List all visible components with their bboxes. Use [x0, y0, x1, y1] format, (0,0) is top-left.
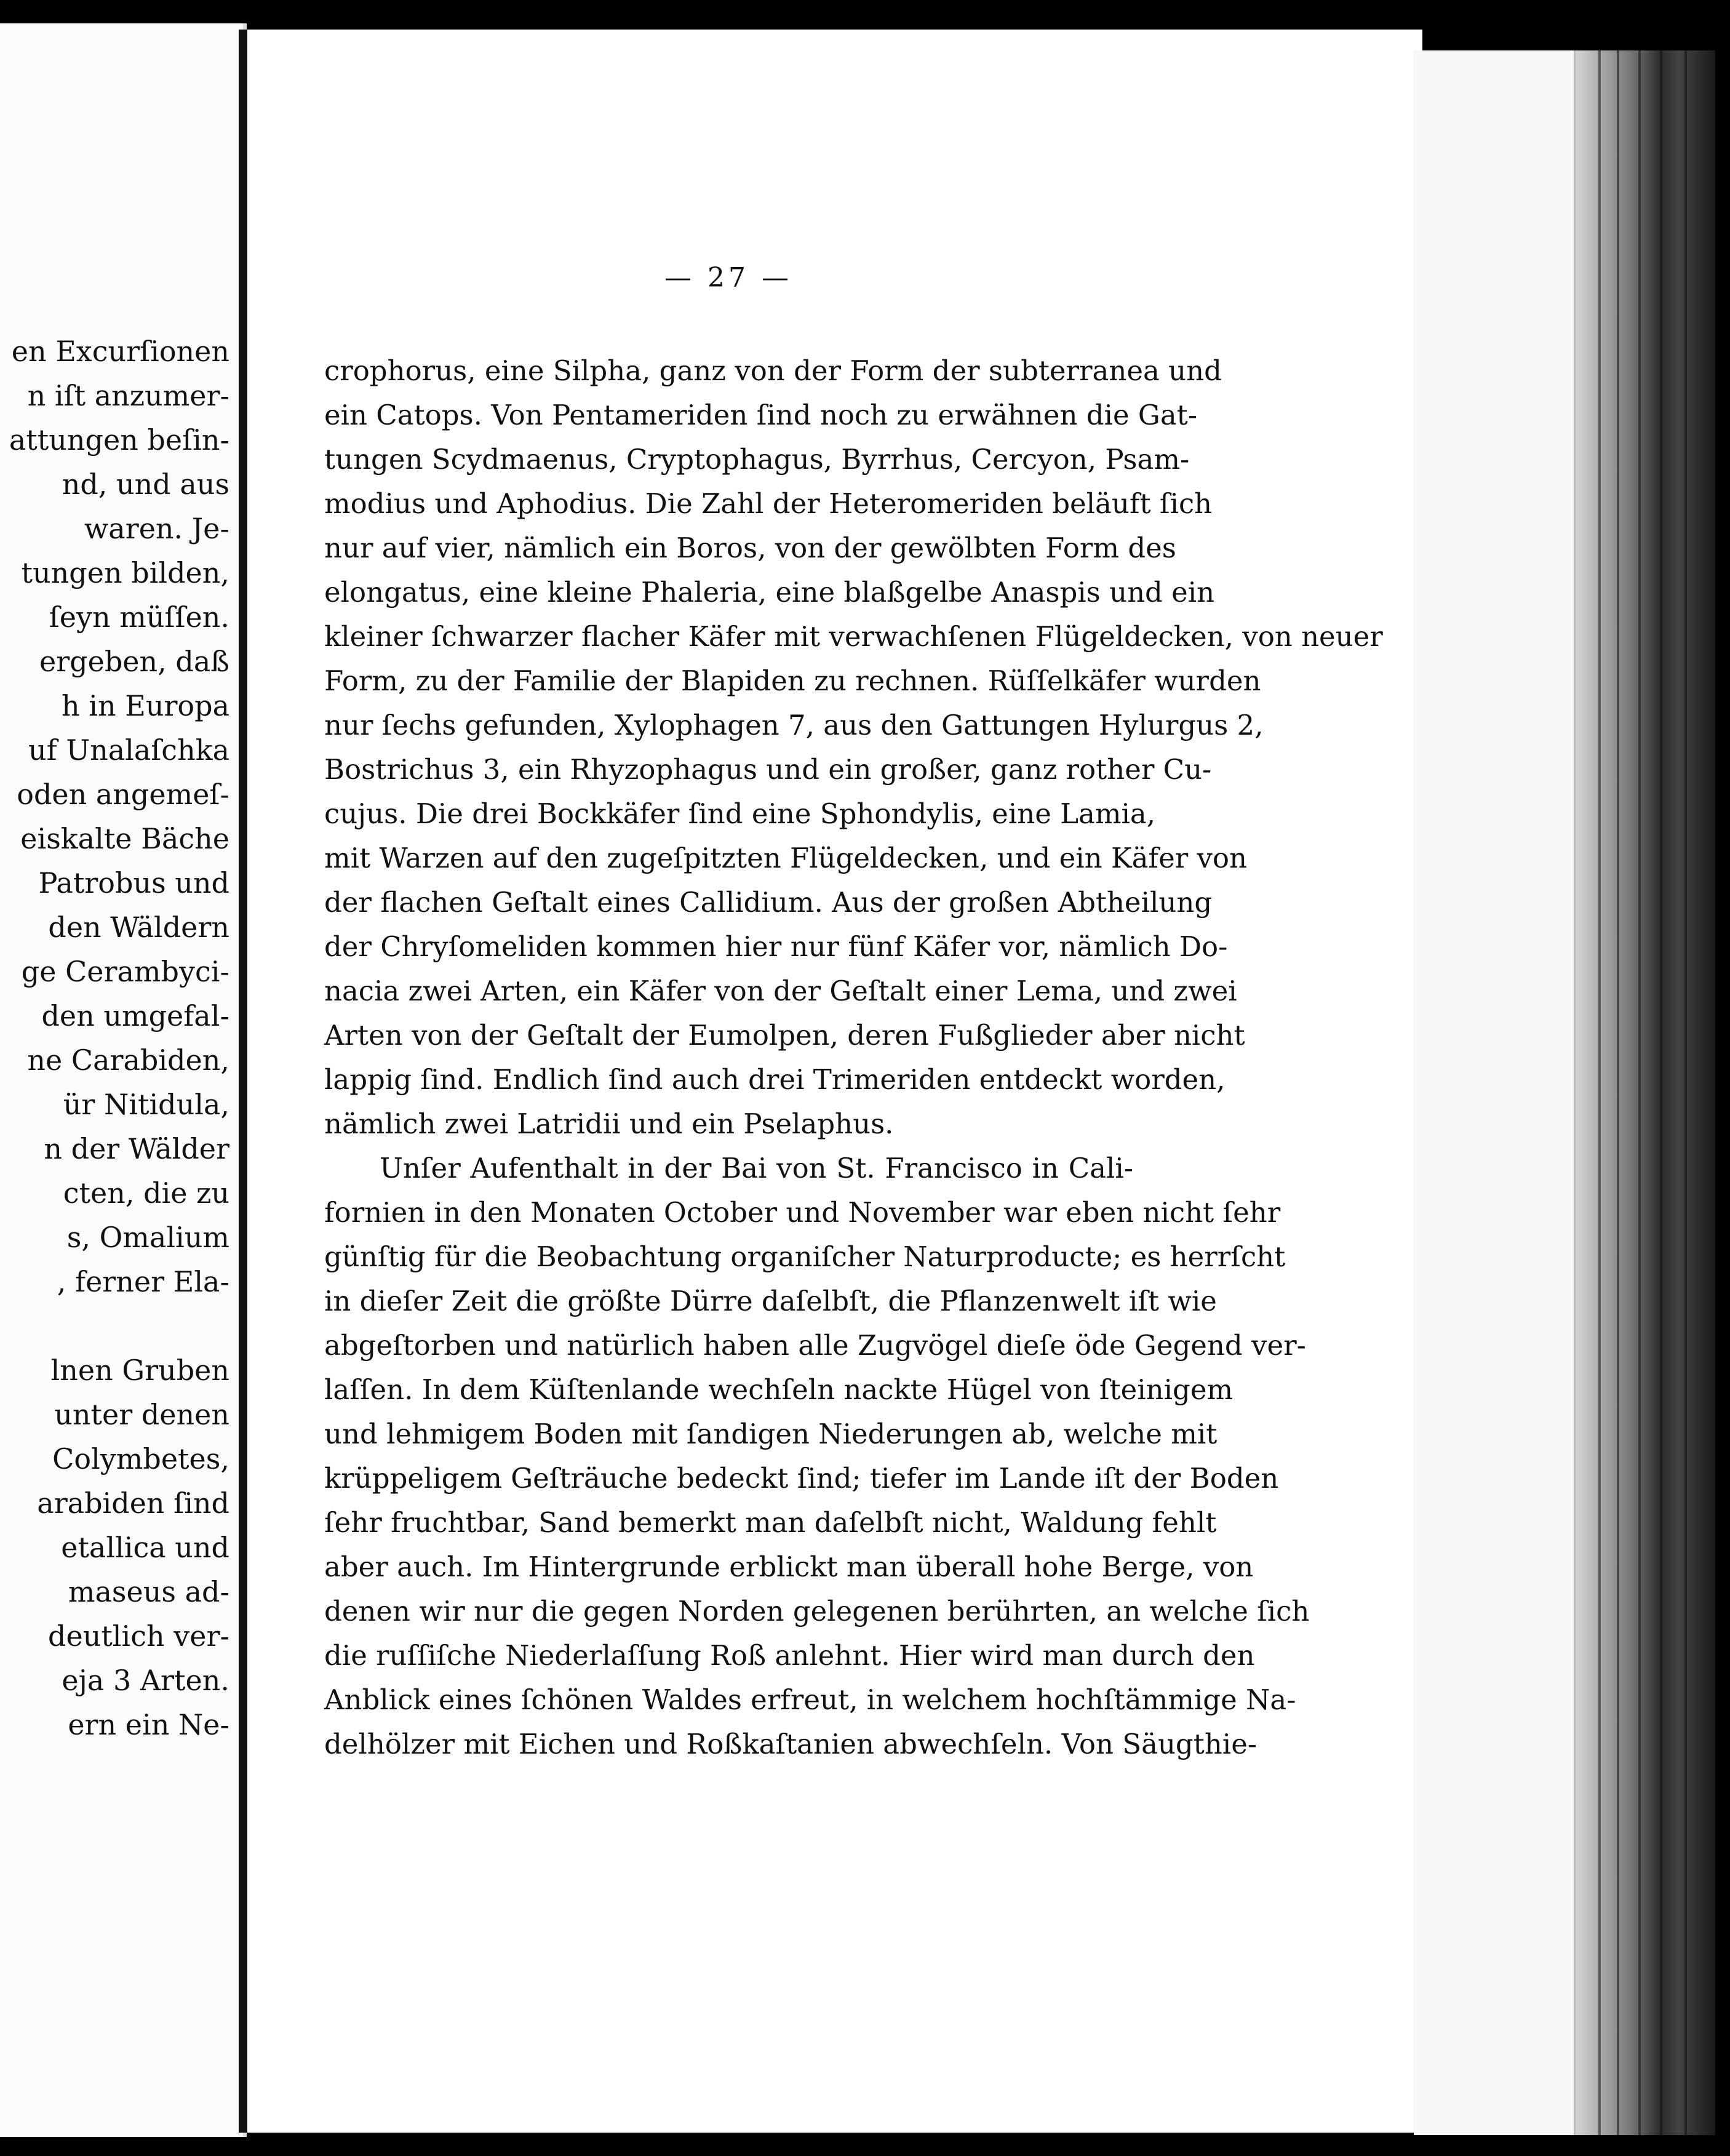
page-margin-edge	[1414, 50, 1576, 2135]
text-line: mit Warzen auf den zugeſpitzten Flügeldecken, und ein Käfer von	[324, 842, 1248, 874]
book-fore-edge	[1414, 50, 1715, 2135]
text-line: der Chryſomeliden kommen hier nur fünf Käfer vor, nämlich Do-	[324, 930, 1228, 963]
text-line: in dieſer Zeit die größte Dürre daſelbſt, die Pflanzenwelt iſt wie	[324, 1285, 1217, 1317]
left-line: den Wäldern	[48, 911, 229, 944]
left-line: etallica und	[61, 1531, 229, 1564]
text-line: tungen Scydmaenus, Cryptophagus, Byrrhus, Cercyon, Psam-	[324, 443, 1190, 476]
edge-shadow	[1598, 50, 1601, 2135]
left-line: ür Nitidula,	[63, 1088, 229, 1121]
left-line: den umgefal-	[41, 999, 229, 1032]
left-line: deutlich ver-	[48, 1619, 229, 1653]
left-line: n iſt anzumer-	[27, 379, 229, 412]
text-line: günſtig für die Beobachtung organiſcher Naturproducte; es herrſcht	[324, 1240, 1286, 1273]
text-line: Anblick eines ſchönen Waldes erfreut, in welchem hochſtämmige Na-	[324, 1683, 1296, 1716]
text-line: elongatus, eine kleine Phaleria, eine blaßgelbe Anaspis und ein	[324, 576, 1215, 609]
book-page	[239, 30, 1422, 2133]
left-line: unter denen	[54, 1398, 229, 1431]
edge-shadow	[1638, 50, 1641, 2135]
left-line: ergeben, daß	[39, 645, 229, 678]
text-line: delhölzer mit Eichen und Roßkaſtanien abwechſeln. Von Säugthie-	[324, 1728, 1258, 1760]
edge-shadow	[1617, 50, 1619, 2135]
text-line: nämlich zwei Latridii und ein Pselaphus.	[324, 1108, 894, 1140]
text-line: ſehr fruchtbar, Sand bemerkt man daſelbſt nicht, Waldung fehlt	[324, 1506, 1217, 1539]
text-line: denen wir nur die gegen Norden gelegenen berührten, an welche ſich	[324, 1595, 1310, 1627]
left-line: cten, die zu	[63, 1176, 229, 1210]
text-line: fornien in den Monaten October und November war eben nicht ſehr	[324, 1196, 1281, 1229]
text-line: crophorus, eine Silpha, ganz von der Form der subterranea und	[324, 354, 1222, 387]
text-line: lappig ſind. Endlich ſind auch drei Trimeriden entdeckt worden,	[324, 1063, 1226, 1096]
left-line: uf Unalaſchka	[28, 733, 229, 767]
left-line: tungen bilden,	[21, 556, 229, 589]
text-line: laſſen. In dem Küſtenlande wechſeln nackte Hügel von ſteinigem	[324, 1373, 1234, 1406]
left-line: arabiden ſind	[37, 1487, 229, 1520]
text-line: krüppeligem Geſträuche bedeckt ſind; tiefer im Lande iſt der Boden	[324, 1462, 1279, 1495]
text-line: Form, zu der Familie der Blapiden zu rechnen. Rüſſelkäfer wurden	[324, 665, 1261, 697]
left-line: ern ein Ne-	[68, 1708, 229, 1741]
edge-shadow	[1660, 50, 1662, 2135]
left-line: s, Omalium	[66, 1221, 229, 1254]
text-line: nur auf vier, nämlich ein Boros, von der gewölbten Form des	[324, 532, 1176, 564]
text-line: Arten von der Geſtalt der Eumolpen, deren Fußglieder aber nicht	[324, 1019, 1245, 1052]
left-line: waren. Je-	[84, 512, 229, 545]
left-line: ſeyn müſſen.	[49, 601, 229, 634]
text-line: nacia zwei Arten, ein Käfer von der Geſtalt einer Lema, und zwei	[324, 975, 1237, 1007]
page-number-text: — 27 —	[664, 262, 792, 293]
text-line: Bostrichus 3, ein Rhyzophagus und ein großer, ganz rother Cu-	[324, 753, 1212, 786]
left-line: Patrobus und	[38, 866, 229, 900]
text-line: nur ſechs gefunden, Xylophagen 7, aus den Gattungen Hylurgus 2,	[324, 709, 1264, 741]
left-line: , ferner Ela-	[57, 1265, 229, 1298]
left-line: n der Wälder	[44, 1132, 229, 1165]
text-line: kleiner ſchwarzer flacher Käfer mit verwachſenen Flügeldecken, von neuer	[324, 620, 1383, 653]
left-line: oden angemeſ-	[17, 778, 229, 811]
left-line: maseus ad-	[68, 1575, 229, 1608]
left-line: en Excurſionen	[11, 335, 229, 368]
left-line: nd, und aus	[62, 468, 229, 501]
text-line: die ruſſiſche Niederlaſſung Roß anlehnt. Hier wird man durch den	[324, 1639, 1255, 1672]
left-line: eja 3 Arten.	[62, 1664, 229, 1697]
edge-shadow	[1684, 50, 1687, 2135]
text-line: der flachen Geſtalt eines Callidium. Aus der großen Abtheilung	[324, 886, 1213, 919]
text-line: und lehmigem Boden mit ſandigen Niederungen ab, welche mit	[324, 1418, 1218, 1450]
left-line: attungen beſin-	[9, 423, 229, 457]
left-line: Colymbetes,	[52, 1442, 229, 1475]
paragraph-first-line: Unſer Aufenthalt in der Bai von St. Francisco in Cali-	[380, 1152, 1133, 1184]
left-line: ne Carabiden,	[27, 1044, 229, 1077]
text-line: modius und Aphodius. Die Zahl der Heteromeriden beläuft ſich	[324, 487, 1213, 520]
text-line: abgeſtorben und natürlich haben alle Zugvögel dieſe öde Gegend ver-	[324, 1329, 1306, 1362]
left-line: ge Cerambyci-	[21, 955, 229, 988]
previous-page-fragment	[0, 23, 247, 2137]
left-line: eiskalte Bäche	[20, 822, 229, 855]
text-line: aber auch. Im Hintergrunde erblickt man überall hohe Berge, von	[324, 1551, 1254, 1583]
text-line: ein Catops. Von Pentameriden ſind noch zu erwähnen die Gat-	[324, 399, 1197, 431]
text-line: cujus. Die drei Bockkäfer ſind eine Sphondylis, eine Lamia,	[324, 797, 1156, 830]
left-line: lnen Gruben	[50, 1354, 229, 1387]
left-line: h in Europa	[62, 689, 229, 722]
